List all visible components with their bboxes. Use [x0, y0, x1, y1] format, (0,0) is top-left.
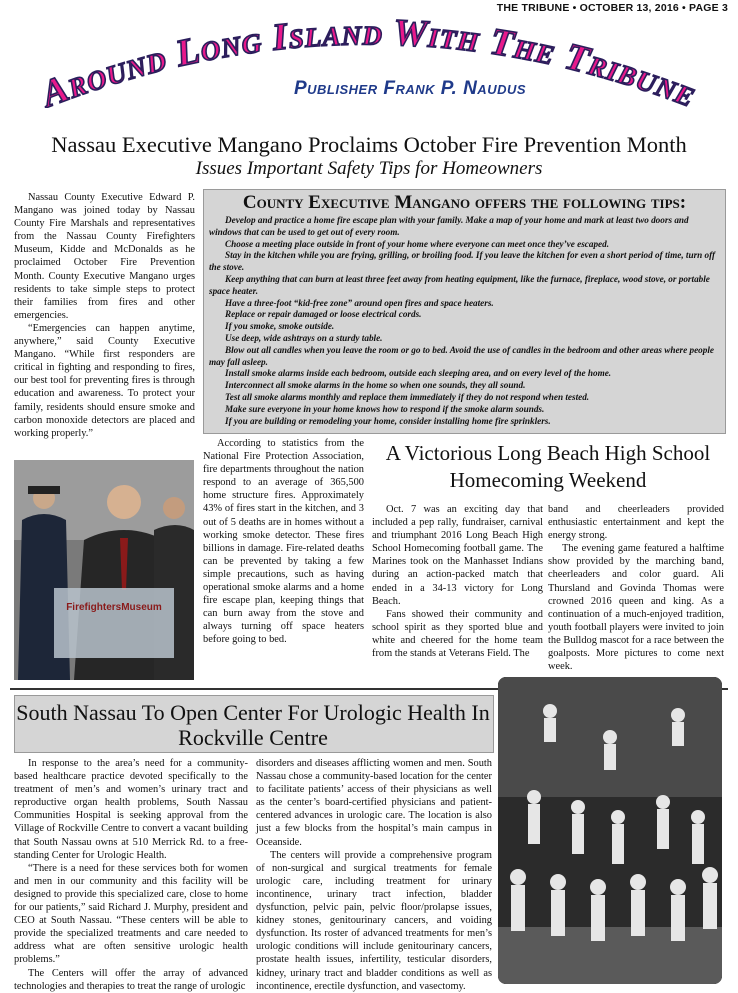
longbeach-headline: A Victorious Long Beach High School Homecoming Weekend [385, 441, 711, 492]
tip-item: Interconnect all smoke alarms in the home so when one sounds, they all sound. [225, 380, 526, 391]
tip-item: If you are building or remodeling your home, consider installing home fire sprinklers. [225, 415, 551, 426]
tip-item: Have a three-foot “kid-free zone” around open fires and space heaters. [225, 297, 494, 308]
longbeach-column-2 [548, 503, 724, 673]
fire-stats-column [203, 437, 364, 647]
southnassau-p3: The Centers will offer the array of advanced technologies and therapies to treat the range of urologic [14, 967, 248, 992]
southnassau-column-1 [14, 757, 248, 993]
longbeach-column-1 [372, 503, 543, 660]
page-folio: THE TRIBUNE • OCTOBER 13, 2016 • PAGE 3 [496, 2, 728, 14]
safety-tips-box [203, 189, 726, 434]
fire-intro-p2: “Emergencies can happen anytime, anywhere,” said County Executive Mangano. “While first responders are critical in fighting and responding to fires, our best tool for preventing fires is through education and awareness. To protect your family, residents should ensure smoke and carbon monoxide detectors are placed and working properly.” [14, 322, 195, 439]
tip-item: Test all smoke alarms monthly and replace them immediately if they do not respond when tested. [225, 391, 590, 402]
masthead-title-path: Around Long Island With The Tribune [35, 12, 703, 108]
tip-item: Make sure everyone in your home knows how to respond if the smoke alarm sounds. [225, 403, 545, 414]
cheerleaders-photo [498, 677, 722, 984]
press-photo-art [14, 460, 194, 680]
cheer-photo-art [498, 677, 722, 984]
tip-item: If you smoke, smoke outside. [225, 321, 335, 332]
southnassau-p2: “There is a need for these services both for women and men in our community and this facility will be designed to provide this specialized care, close to home for our patients,” said Richard J. Murphy, president and CEO at South Nassau. “These centers will be able to provide the specialized treatments and care needed to address what are often sensitive urologic health problems.” [14, 862, 248, 966]
southnassau-p4: disorders and diseases afflicting women and men. South Nassau chose a community-based location for the center to facilitate patients’ access of their physicians as well as the center’s board-certified physicians and patient-centered advances in urologic care. The location is also just a few blocks from the hospital’s main campus in Oceanside. [256, 758, 492, 848]
tip-item: Stay in the kitchen while you are frying, grilling, or broiling food. If you leave the kitchen for even a short period of time, turn off the stove. [209, 250, 716, 273]
tip-item: Install smoke alarms inside each bedroom, outside each sleeping area, and on every level of the home. [225, 368, 612, 379]
southnassau-headline: South Nassau To Open Center For Urologic Health In Rockville Centre [16, 700, 490, 750]
safety-tips-list [209, 215, 720, 427]
southnassau-p5: The centers will provide a comprehensive program of non-surgical and surgical treatments for female urologic care, including treatment for urinary incontinence, urinary tract infection, bladder dysfunction, pelvic pain, pelvic floor/prolapse issues, kidney stones, genitourinary cancers, and voiding dysfunction. Its roster of advanced treatments for men’s urologic conditions will include genitourinary cancers, prostate health issues, infertility, testicular disorders, kidney, urinary tract and bladder conditions as well as incontinence, erectile dysfunction, and vasectomy. [256, 849, 492, 992]
fire-subhead: Issues Important Safety Tips for Homeowners [195, 158, 543, 179]
tip-item: Use deep, wide ashtrays on a sturdy table. [225, 332, 383, 343]
publisher-line: Publisher Frank P. Naudus [293, 78, 527, 99]
southnassau-p1: In response to the area’s need for a community-based healthcare practice devoted specifically to the treatment of men’s and women’s urinary tract and reproductive organ health problems, South Nassau Communities Hospital is seeking approval from the Village of Rockville Centre to convert a vacant building that South Nassau owns at 510 Merrick Rd. to a free-standing Center for Urologic Health. [14, 758, 248, 861]
fire-stats-p1: According to statistics from the National Fire Protection Association, fire departments throughout the nation respond to an average of 365,500 home structure fires. Approximately 43% of fires start in the kitchen, and 3 out of 5 deaths are in homes without a working smoke detector. These fires billions in damage. Fire-related deaths can be prevented by taking a few simple precautions, such as having operational smoke alarms and a home fire escape plan, keeping things that can burn away from the stove and always turning off space heaters before going to bed. [203, 438, 364, 646]
mangano-press-photo [14, 460, 194, 680]
tip-item: Keep anything that can burn at least three feet away from heating equipment, like the furnace, fireplace, wood stove, or portable space heater. [209, 273, 710, 296]
tip-item: Replace or repair damaged or loose electrical cords. [225, 309, 422, 320]
tip-item: Choose a meeting place outside in front of your home where everyone can meet once they’ve escaped. [225, 238, 610, 249]
longbeach-p3: band and cheerleaders provided enthusiastic entertainment and kept the energy strong. [548, 504, 724, 542]
longbeach-p4: The evening game featured a halftime show provided by the marching band, cheerleaders and color guard. Ali Thursland and Govinda Thomas were crowned 2016 queen and king. As a continuation of a much-enjoyed tradition, youth football players were invited to join the Bulldog mascot for a race between the goalposts. More pictures to come next week. [548, 543, 724, 673]
tip-item: Blow out all candles when you leave the room or go to bed. Avoid the use of candles in the bedroom and other areas where people may fall asleep. [209, 344, 714, 367]
longbeach-p2: Fans showed their community and school spirit as they sported blue and white and cheered for the home team from the stands at Veterans Field. The [372, 608, 543, 660]
tip-item: Develop and practice a home fire escape plan with your family. Make a map of your home and mark at least two doors and windows that can be used to get out of every room. [209, 215, 689, 237]
fire-intro-column [14, 191, 195, 440]
safety-tips-heading: County Executive Mangano offers the following tips: [242, 192, 687, 213]
podium-sign-text: FirefightersMuseum [66, 602, 162, 613]
fire-intro-p1: Nassau County Executive Edward P. Mangano was joined today by Nassau County Fire Marshals and representatives from the Nassau County Firefighters Museum, Kidde and McDonalds as he proclaimed October Fire Prevention Month. County Executive Mangano urges residents to take simple steps to protect their families from fires and other emergencies. [14, 192, 195, 321]
longbeach-p1: Oct. 7 was an exciting day that included a pep rally, fundraiser, carnival and triumphant 2016 Long Beach High School Homecoming football game. The Marines took on the Manhasset Indians during an action-packed match that ended in a 34-13 victory for Long Beach. [372, 504, 543, 607]
southnassau-column-2 [256, 757, 492, 993]
fire-headline: Nassau Executive Mangano Proclaims October Fire Prevention Month [51, 132, 687, 157]
